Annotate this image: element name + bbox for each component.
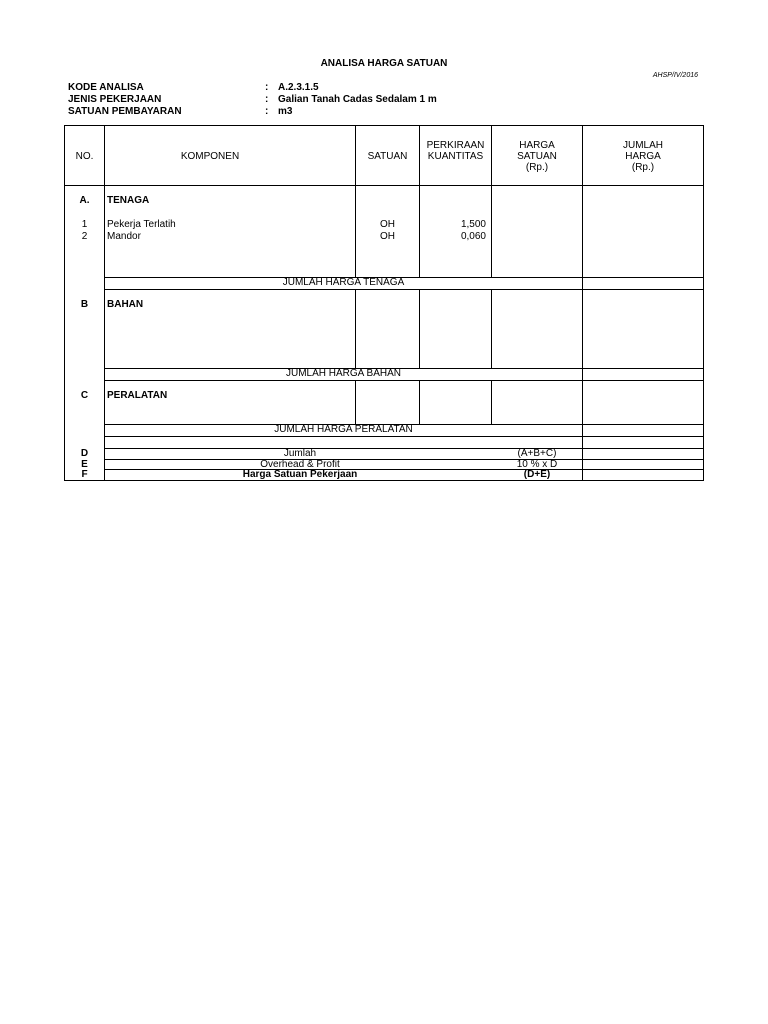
summary-code-d: D xyxy=(80,448,89,459)
header-jumlah-harga: JUMLAH HARGA (Rp.) xyxy=(622,140,663,173)
section-name-peralatan: PERALATAN xyxy=(107,390,168,401)
subtotal-peralatan: JUMLAH HARGA PERALATAN xyxy=(274,424,413,435)
grid-line xyxy=(491,289,492,368)
section-code-a: A. xyxy=(79,195,90,206)
meta-label-satuan: SATUAN PEMBAYARAN xyxy=(68,106,182,117)
item-name: Mandor xyxy=(107,231,141,242)
section-code-c: C xyxy=(80,390,89,401)
meta-value-kode: A.2.3.1.5 xyxy=(278,82,319,93)
meta-colon: : xyxy=(265,106,269,117)
meta-value-jenis: Galian Tanah Cadas Sedalam 1 m xyxy=(278,94,437,105)
meta-label-kode: KODE ANALISA xyxy=(68,82,144,93)
meta-label-jenis: JENIS PEKERJAAN xyxy=(68,94,162,105)
item-name: Pekerja Terlatih xyxy=(107,219,176,230)
header-no: NO. xyxy=(75,151,94,162)
item-no: 1 xyxy=(81,219,88,230)
header-satuan: SATUAN xyxy=(367,151,408,162)
analysis-table xyxy=(64,125,704,481)
header-kuantitas: PERKIRAAN KUANTITAS xyxy=(426,140,485,162)
grid-line xyxy=(355,126,356,277)
item-no: 2 xyxy=(81,231,88,242)
summary-code-f: F xyxy=(81,469,88,480)
summary-label-jumlah: Jumlah xyxy=(283,448,317,459)
document-title: ANALISA HARGA SATUAN xyxy=(320,58,448,69)
section-name-bahan: BAHAN xyxy=(107,299,144,310)
meta-value-satuan: m3 xyxy=(278,106,293,117)
item-qty: 0,060 xyxy=(460,231,486,242)
grid-line xyxy=(582,126,583,480)
grid-line xyxy=(355,380,356,424)
grid-line xyxy=(355,289,356,368)
grid-line xyxy=(419,289,420,368)
grid-line xyxy=(104,380,703,381)
grid-line xyxy=(65,185,703,186)
grid-line xyxy=(104,436,703,437)
grid-line xyxy=(104,289,703,290)
meta-colon: : xyxy=(265,94,269,105)
header-harga-satuan: HARGA SATUAN (Rp.) xyxy=(517,140,557,173)
section-name-tenaga: TENAGA xyxy=(107,195,150,206)
subtotal-bahan: JUMLAH HARGA BAHAN xyxy=(285,368,402,379)
summary-label-overhead: Overhead & Profit xyxy=(260,459,340,470)
grid-line xyxy=(491,380,492,424)
header-komponen: KOMPONEN xyxy=(180,151,240,162)
item-qty: 1,500 xyxy=(460,219,486,230)
item-unit: OH xyxy=(380,231,395,242)
meta-colon: : xyxy=(265,82,269,93)
document-reference: AHSP/IV/2016 xyxy=(652,72,698,79)
summary-code-e: E xyxy=(81,459,88,470)
grid-line xyxy=(419,380,420,424)
item-unit: OH xyxy=(380,219,395,230)
subtotal-tenaga: JUMLAH HARGA TENAGA xyxy=(282,277,405,288)
summary-formula-e: 10 % x D xyxy=(516,459,558,470)
summary-label-harga-satuan: Harga Satuan Pekerjaan xyxy=(242,469,358,480)
section-code-b: B xyxy=(80,299,89,310)
summary-formula-f: (D+E) xyxy=(523,469,551,480)
summary-formula-d: (A+B+C) xyxy=(517,448,557,459)
